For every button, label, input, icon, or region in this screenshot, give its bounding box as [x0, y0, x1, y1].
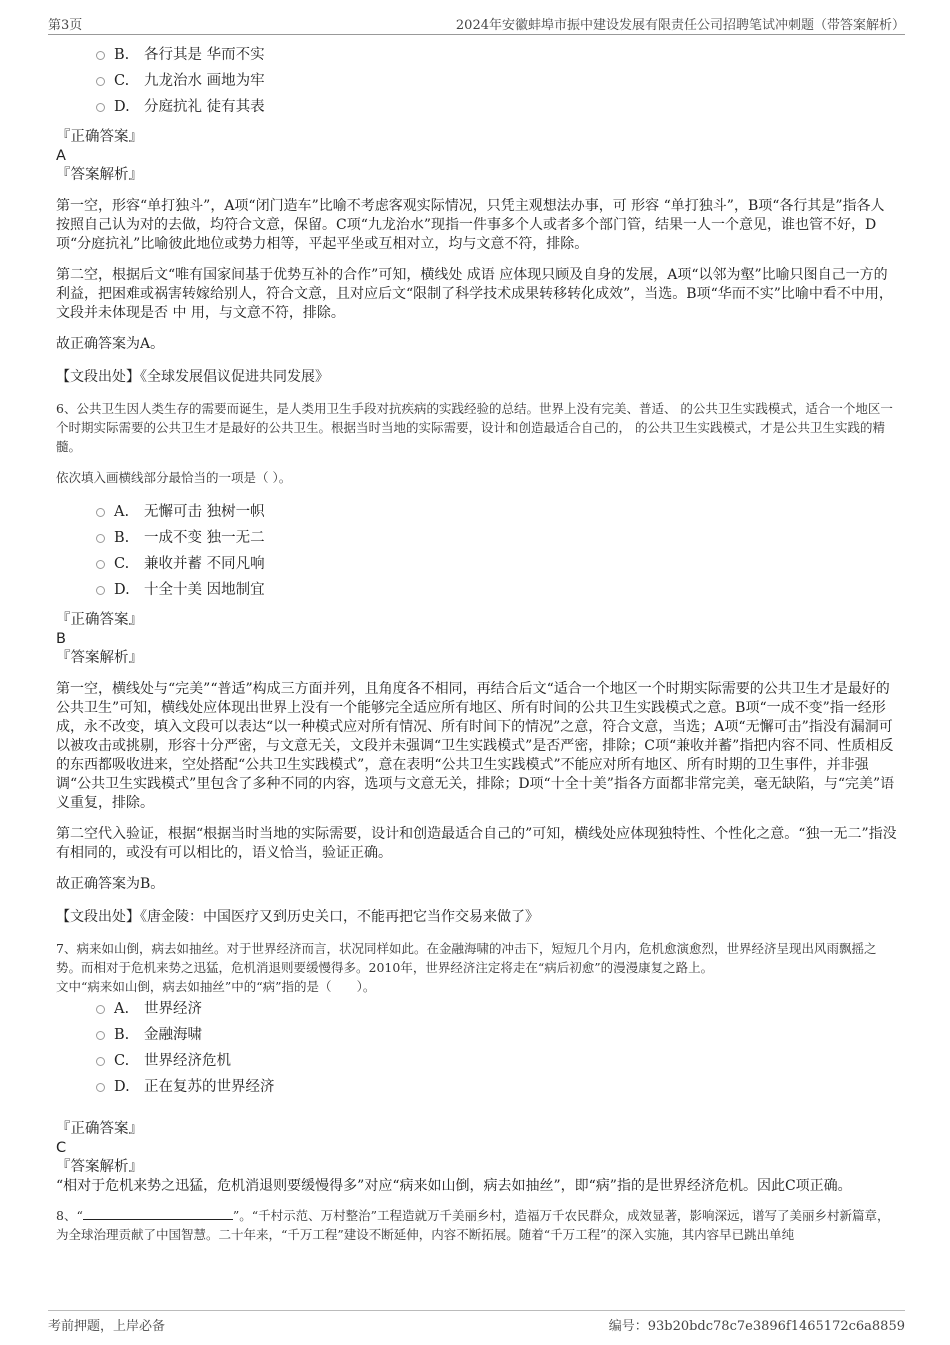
q5-analysis-p3: 故正确答案为A。 [56, 336, 165, 352]
q6-analysis-p1: 第一空，横线处与“完美”“普适”构成三方面并列，且角度各不相同，再结合后文“适合一个地区一个时期实际需要的公共卫生才是最好的公共卫生”可知，横线处应体现出世界上没有一个能够完全适应所有地区、所有时间的公共卫生实践模式之意。B项“一成不变”指一经形成，永不改变，填入文段可以表达“以一种模式应对所有情况、所有时间下的情况”之意，符合文意，当选；A项“无懈可击”指没有漏洞可以被攻击或挑剔，形容十分严密，与文意无关，文段并未强调“卫生实践模式”是否严密，排除；C项“兼收并蓄”指把内容不同、性质相反的东西都吸收进来，空处搭配“公共卫生实践模式”，意在表明“公共卫生实践模式”不能应对所有地区、所有时期的卫生事件，并非强调“公共卫生实践模式”里包含了多种不同的内容，选项与文意无关，排除；D项“十全十美”指各方面都非常完美，毫无缺陷，与“完美”语义重复，排除。 [56, 681, 895, 811]
q7-option-a[interactable]: A. 世界经济 [56, 996, 898, 1022]
document-title: 2024年安徽蚌埠市振中建设发展有限责任公司招聘笔试冲刺题（带答案解析） [455, 18, 905, 33]
q6-options [56, 499, 898, 603]
q7-answer: C [56, 1140, 67, 1156]
q7-option-b[interactable]: B. 金融海啸 [56, 1022, 898, 1048]
q5-analysis-label: 『答案解析』 [56, 167, 143, 183]
document-id: 编号：93b20bdc78c7e3896f1465172c6a8859 [608, 1319, 905, 1334]
radio-icon[interactable] [96, 51, 105, 60]
q6-answer-label: 『正确答案』 [56, 612, 143, 628]
q7-analysis-label: 『答案解析』 [56, 1159, 143, 1175]
q6-option-a[interactable]: A. 无懈可击 独树一帜 [56, 499, 898, 525]
q5-analysis-p2: 第二空，根据后文“唯有国家间基于优势互补的合作”可知，横线处 成语 应体现只顾及自身的发展，A项“以邻为壑”比喻只图自己一方的利益，把困难或祸害转嫁给别人，符合文意，且对应后文“限制了科学技术成果转移转化成效”，当选。B项“华而不实”比喻中看不中用，文段并未体现是否 中 用，与文意不符，排除。 [56, 267, 893, 321]
q7-analysis-p1: “相对于危机来势之迅猛，危机消退则要缓慢得多”对应“病来如山倒，病去如抽丝”，即“病”指的是世界经济危机。因此C项正确。 [56, 1178, 852, 1194]
q6-stem: 6、公共卫生因人类生存的需要而诞生，是人类用卫生手段对抗疾病的实践经验的总结。世界上没有完美、普适、 的公共卫生实践模式，适合一个地区一个时期实际需要的公共卫生才是最好的公共卫生。根据当时当地的实际需要，设计和创造最适合自己的， 的公共卫生实践模式，才是公共卫生实践的精髓。 [56, 401, 893, 454]
radio-icon[interactable] [96, 77, 105, 86]
radio-icon[interactable] [96, 560, 105, 569]
q7-option-c[interactable]: C. 世界经济危机 [56, 1048, 898, 1074]
fill-blank [83, 1207, 233, 1220]
radio-icon[interactable] [96, 1005, 105, 1014]
q5-option-c[interactable]: C. 九龙治水 画地为牢 [56, 68, 898, 94]
footer-slogan: 考前押题，上岸必备 [48, 1319, 166, 1334]
q6-option-c[interactable]: C. 兼收并蓄 不同凡响 [56, 551, 898, 577]
q7-stem: 7、病来如山倒，病去如抽丝。对于世界经济而言，状况同样如此。在金融海啸的冲击下，短短几个月内，危机愈演愈烈，世界经济呈现出风雨飘摇之势。而相对于危机来势之迅猛，危机消退则要缓慢得多。2010年，世界经济注定将走在“病后初愈”的漫漫康复之路上。 [56, 941, 877, 975]
q7-answer-label: 『正确答案』 [56, 1121, 143, 1137]
radio-icon[interactable] [96, 103, 105, 112]
q7-option-d[interactable]: D. 正在复苏的世界经济 [56, 1074, 898, 1100]
q6-analysis-p2: 第二空代入验证，根据“根据当时当地的实际需要，设计和创造最适合自己的”可知，横线处应体现独特性、个性化之意。“独一无二”指没有相同的，或没有可以相比的，语义恰当，验证正确。 [56, 826, 897, 861]
q6-source: 【文段出处】《唐金陵：中国医疗又到历史关口，不能再把它当作交易来做了》 [56, 909, 539, 925]
radio-icon[interactable] [96, 1031, 105, 1040]
radio-icon[interactable] [96, 508, 105, 517]
radio-icon[interactable] [96, 1057, 105, 1066]
q6-prompt: 依次填入画横线部分最恰当的一项是（ ）。 [56, 470, 292, 485]
q7-options [56, 996, 898, 1100]
q5-analysis-p1: 第一空，形容“单打独斗”，A项“闭门造车”比喻不考虑客观实际情况，只凭主观想法办事，可 形容 “单打独斗”，B项“各行其是”指各人按照自己认为对的去做，均符合文意，保留。C项“九龙治水”现指一件事多个人或者多个部门管，结果一人一个意见，谁也管不好，D项“分庭抗礼”比喻彼此地位或势力相等，平起平坐或互相对立，均与文意不符，排除。 [56, 198, 885, 252]
q8-stem: 8、“ ”。“千村示范、万村整治”工程造就万千美丽乡村，造福万千农民群众，成效显著，影响深远，谱写了美丽乡村新篇章，为全球治理贡献了中国智慧。二十年来，“千万工程”建设不断延伸，内容不断拓展。随着“千万工程”的深入实施，其内容早已跳出单纯 [56, 1208, 890, 1242]
q5-answer-label: 『正确答案』 [56, 129, 143, 145]
q5-source: 【文段出处】《全球发展倡议促进共同发展》 [56, 369, 329, 385]
page-footer [48, 1310, 905, 1334]
radio-icon[interactable] [96, 534, 105, 543]
q5-option-b[interactable]: B. 各行其是 华而不实 [56, 42, 898, 68]
q6-analysis-p3: 故正确答案为B。 [56, 876, 165, 892]
radio-icon[interactable] [96, 586, 105, 595]
q6-option-b[interactable]: B. 一成不变 独一无二 [56, 525, 898, 551]
page-number: 第3页 [48, 18, 83, 33]
q5-options [56, 42, 898, 120]
q5-option-d[interactable]: D. 分庭抗礼 徒有其表 [56, 94, 898, 120]
q7-prompt: 文中“病来如山倒，病去如抽丝”中的“病”指的是（ ）。 [56, 979, 376, 994]
page-header [48, 14, 905, 35]
q6-option-d[interactable]: D. 十全十美 因地制宜 [56, 577, 898, 603]
q6-answer: B [56, 631, 66, 647]
radio-icon[interactable] [96, 1083, 105, 1092]
document-body [56, 42, 898, 1244]
q5-answer: A [56, 148, 66, 164]
q6-analysis-label: 『答案解析』 [56, 650, 143, 666]
